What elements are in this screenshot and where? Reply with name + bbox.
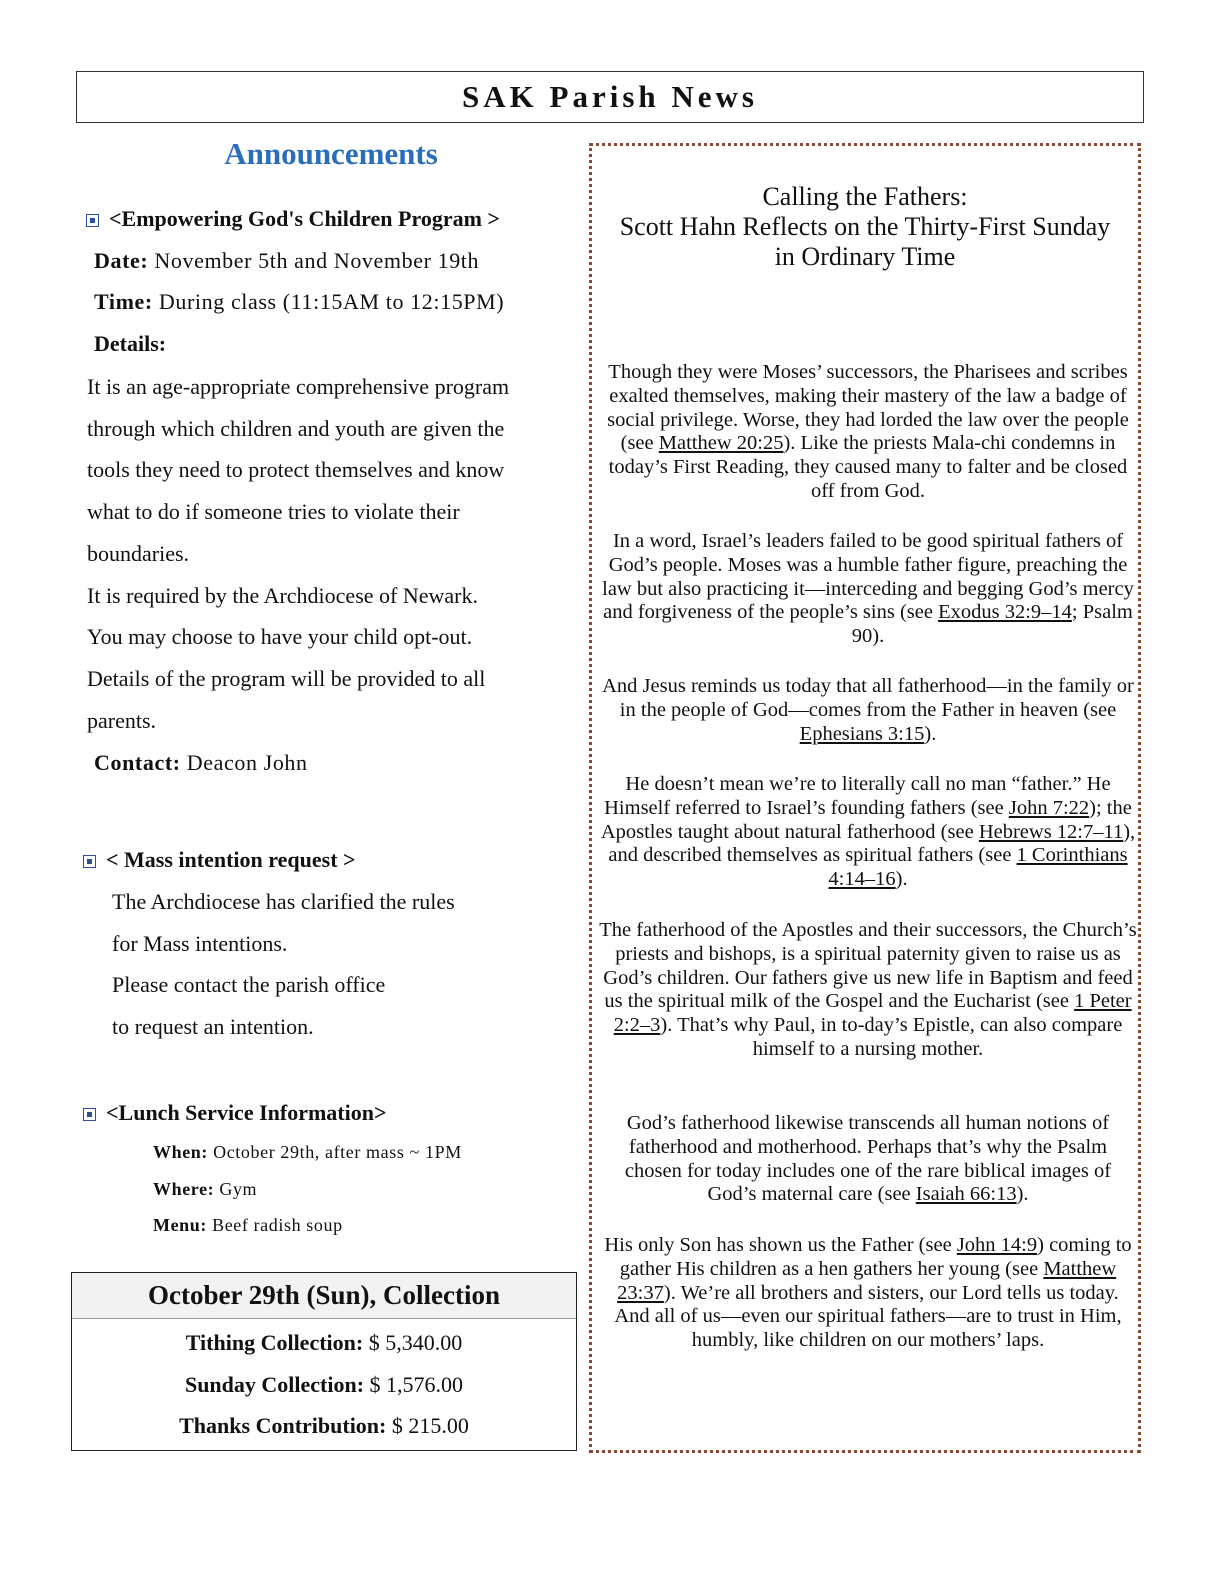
egc-time [94,289,504,315]
mass-heading-row [83,847,356,873]
masthead [76,71,1144,123]
mass-line: for Mass intentions. [112,931,288,956]
paragraph-text: The fatherhood of the Apostles and their successors, the Church’s priests and bishops, is a spiritual paternity given to raise us as God’s children. Our fathers give us new life in Baptism and feed us the spiritual milk of the Gospel and the Eucharist (see [599,919,1137,1013]
bullet-square-icon [86,214,99,227]
lunch-menu-value: Beef radish soup [207,1215,343,1235]
egc-date-label: Date: [94,248,149,273]
scripture-link[interactable]: Matthew 23:37 [617,1257,1117,1304]
bullet-square-icon [83,1108,96,1121]
egc-details-line: what to do if someone tries to violate their [87,499,460,524]
egc-details-line: Details of the program will be provided to all [87,666,486,691]
lunch-where-label: Where: [153,1179,215,1199]
egc-details-line: through which children and youth are given the [87,416,505,441]
reflection-title-line: in Ordinary Time [774,242,956,271]
reflection-paragraph [598,675,1138,746]
paragraph-text: ). [895,868,908,891]
reflection-paragraph [598,530,1138,649]
egc-time-value: During class (11:15AM to 12:15PM) [152,289,505,314]
egc-contact-value: Deacon John [180,750,308,775]
egc-date-value: November 5th and November 19th [148,248,480,273]
paragraph-text: ). That’s why Paul, in to-day’s Epistle, can also compare himself to a nursing mother. [660,1014,1123,1060]
egc-time-label: Time: [94,289,153,314]
scripture-link[interactable]: 1 Corinthians 4:14–16 [828,844,1128,891]
egc-contact-label: Contact: [94,750,181,775]
thanks-label: Thanks Contribution: [179,1413,387,1438]
reflection-paragraph [598,773,1138,892]
lunch-when-value: October 29th, after mass ~ 1PM [208,1142,462,1162]
mass-heading: < Mass intention request > [106,847,356,872]
paragraph-text: And Jesus reminds us today that all fatherhood—in the family or in the people of God—comes from the Father in heaven (see [602,675,1134,721]
egc-heading-row [86,206,500,232]
reflection-paragraph [598,1234,1138,1353]
reflection-paragraph [598,1112,1138,1207]
scripture-link[interactable]: John 14:9 [956,1234,1038,1256]
reflection-box [589,143,1141,1453]
paragraph-text: ), and described themselves as spiritual fathers (see [608,820,1136,867]
lunch-when-label: When: [153,1142,209,1162]
lunch-when [153,1142,462,1163]
egc-details-line: parents. [87,708,157,733]
collection-box [71,1272,577,1451]
reflection-title-line: Scott Hahn Reflects on the Thirty-First Sunday [619,212,1111,241]
paragraph-text: Though they were Moses’ successors, the Pharisees and scribes exalted themselves, making their mastery of the law a badge of social privilege. Worse, they had lorded the law over the people (see [607,361,1129,455]
lunch-heading-row [83,1100,387,1126]
paragraph-text: ). [924,722,937,745]
tithing-collection [72,1330,576,1356]
paragraph-text: ). Like the priests Mala-chi condemns in today’s First Reading, they caused many to falter and be closed off from God. [608,432,1128,502]
scripture-link[interactable]: Exodus 32:9–14 [938,601,1072,624]
egc-details-line: tools they need to protect themselves and know [87,457,505,482]
paragraph-text: ; Psalm 90). [851,601,1133,648]
scripture-link[interactable]: 1 Peter 2:2–3 [613,990,1132,1037]
thanks-contribution [72,1413,576,1439]
tithing-label: Tithing Collection: [185,1330,364,1355]
lunch-heading: <Lunch Service Information> [106,1100,387,1125]
reflection-title [592,182,1138,272]
lunch-menu-label: Menu: [153,1215,207,1235]
paragraph-text: ). We’re all brothers and sisters, our Lord tells us today. And all of us—even our spiritual fathers—are to trust in Him, humbly, like children on our mothers’ laps. [614,1281,1122,1352]
paragraph-text: ); the Apostles taught about natural fatherhood (see [600,796,1132,843]
scripture-link[interactable]: John 7:22 [1008,796,1090,819]
scripture-link[interactable]: Ephesians 3:15 [799,722,925,745]
collection-title: October 29th (Sun), Collection [72,1273,576,1319]
sunday-label: Sunday Collection: [184,1372,365,1397]
tithing-value: $ 5,340.00 [363,1330,463,1355]
mass-line: to request an intention. [112,1014,314,1039]
thanks-value: $ 215.00 [386,1413,469,1438]
reflection-paragraph [598,361,1138,504]
sunday-collection [72,1372,576,1398]
sunday-value: $ 1,576.00 [364,1372,464,1397]
egc-details-label: Details: [94,331,167,356]
egc-details-line: It is an age-appropriate comprehensive program [87,374,510,399]
announcements-title: Announcements [224,136,438,171]
paragraph-text: ) coming to gather His children as a hen gathers her young (see [619,1234,1132,1280]
newsletter-title: SAK Parish News [462,79,758,114]
egc-details-line: It is required by the Archdiocese of Newark. [87,583,478,608]
paragraph-text: God’s fatherhood likewise transcends all human notions of fatherhood and motherhood. Perhaps that’s why the Psalm chosen for today includes one of the rare biblical images of God’s maternal care (see [624,1112,1112,1206]
lunch-where [153,1179,257,1200]
egc-details-line: boundaries. [87,541,190,566]
lunch-menu [153,1215,343,1236]
scripture-link[interactable]: Hebrews 12:7–11 [978,820,1124,843]
reflection-title-line: Calling the Fathers: [762,182,968,211]
lunch-where-value: Gym [214,1179,258,1199]
mass-line: Please contact the parish office [112,972,386,997]
scripture-link[interactable]: Matthew 20:25 [658,432,784,455]
paragraph-text: In a word, Israel’s leaders failed to be good spiritual fathers of God’s people. Moses was a humble father figure, preaching the law but also practicing it—interceding and begging God’s mercy and forgiveness of the people’s sins (see [602,530,1134,624]
paragraph-text: He doesn’t mean we’re to literally call no man “father.” He Himself referred to Israel’s founding fathers (see [604,773,1111,819]
scripture-link[interactable]: Isaiah 66:13 [915,1183,1017,1206]
egc-contact [94,750,308,776]
egc-details-line: You may choose to have your child opt-out. [87,624,473,649]
paragraph-text: His only Son has shown us the Father (see [604,1234,957,1256]
reflection-paragraph [598,919,1138,1062]
egc-heading: <Empowering God's Children Program > [109,206,500,231]
bullet-square-icon [83,855,96,868]
egc-details-label-row [94,331,166,357]
paragraph-text: ). [1016,1183,1029,1206]
egc-date [94,248,479,274]
mass-line: The Archdiocese has clarified the rules [112,889,455,914]
